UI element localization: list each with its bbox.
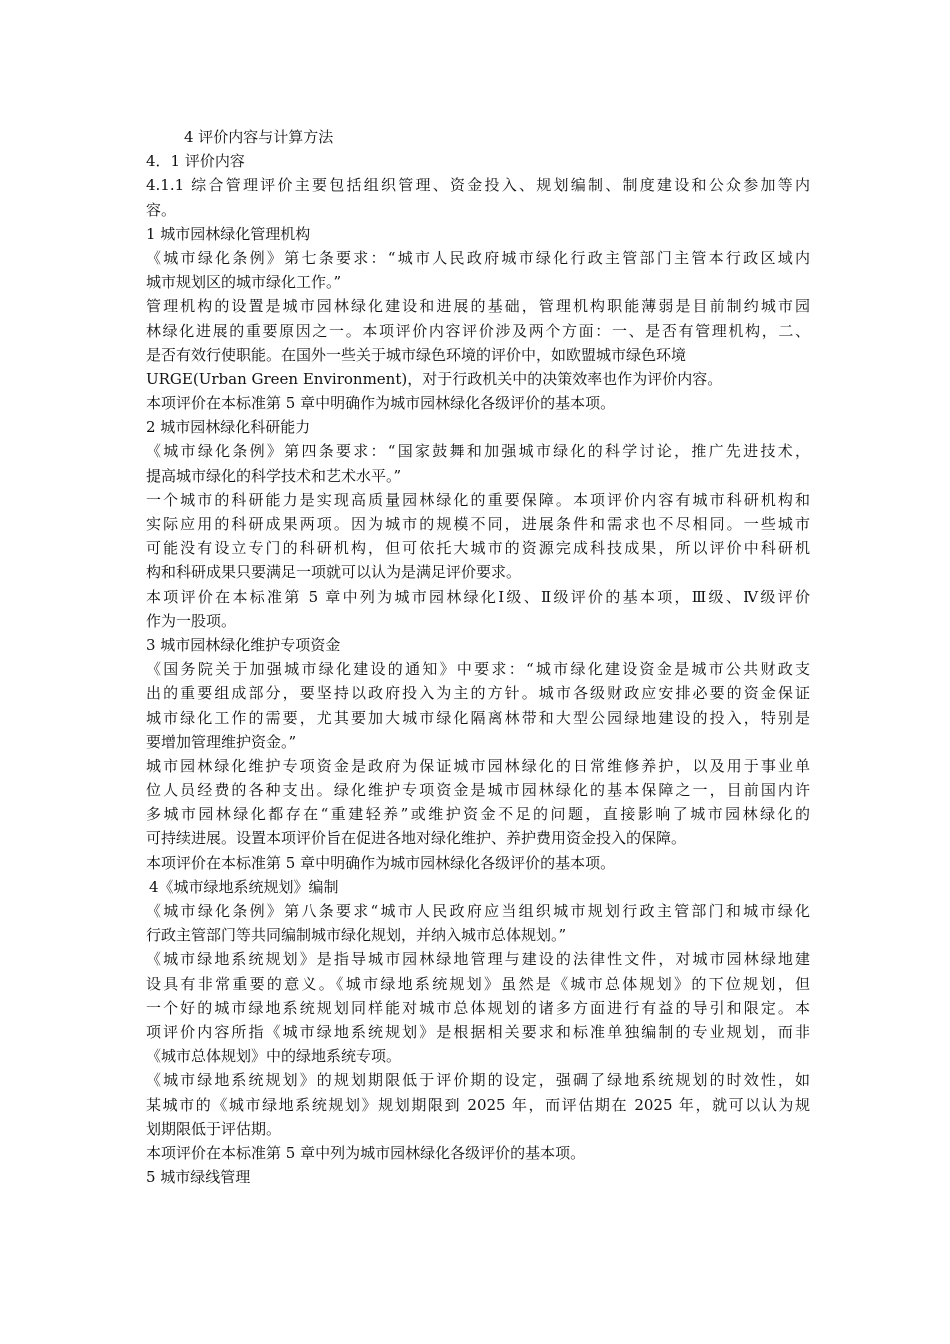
paragraph-line: 是否有效行使职能。在国外一些关于城市绿色环境的评价中，如欧盟城市绿色环境 [146,345,687,364]
paragraph-line: 可持续进展。设置本项评价旨在促进各地对绿化维护、养护费用资金投入的保障。 [146,829,687,848]
paragraph-line: 管理机构的设置是城市园林绿化建设和进展的基础，管理机构职能薄弱是目前制约城市园 [146,297,810,316]
item-heading: 3 城市园林绿化维护专项资金 [146,635,341,654]
document-body [146,125,810,1189]
paragraph-line: 《城市绿化条例》第八条要求“城市人民政府应当组织城市规划行政主管部门和城市绿化 [146,902,810,920]
item-heading: 4《城市绿地系统规划》编制 [149,877,339,896]
paragraph-line: 多城市园林绿化都存在“重建轻养”或维护资金不足的问题，直接影响了城市园林绿化的 [146,805,810,824]
paragraph-line: 行政主管部门等共同编制城市绿化规划，并纳入城市总体规划。” [146,926,567,945]
paragraph-line: 《城市绿地系统规划》的规划期限低于评价期的设定，强碉了绿地系统规划的时效性，如 [146,1071,810,1090]
paragraph-line: 林绿化进展的重要原因之一。本项评价内容评价涉及两个方面：一、是否有管理机构，二、 [146,321,810,340]
paragraph-line: 容。 [146,200,177,219]
paragraph-line: 提高城市绿化的科学技术和艺术水平。” [146,466,402,485]
paragraph-line: 本项评价在本标准第 5 章中列为城市园林绿化各级评价的基本项。 [146,1143,586,1162]
paragraph-line: 一个城市的科研能力是实现高质量园林绿化的重要保障。本项评价内容有城市科研机构和 [146,490,810,509]
paragraph-line: 本项评价在本标准第 5 章中明确作为城市园林绿化各级评价的基本项。 [146,394,616,413]
paragraph-line: 设具有非常重要的意义。《城市绿地系统规划》虽然是《城市总体规划》的下位规划，但 [146,974,810,993]
item-heading: 1 城市园林绿化管理机构 [146,224,311,243]
paragraph-line: 构和科研成果只要满足一项就可以认为是满足评价要求。 [146,563,522,582]
paragraph-line: 城市园林绿化维护专项资金是政府为保证城市园林绿化的日常维修养护，以及用于事业单 [146,756,810,775]
paragraph-line: 城市绿化工作的需要，尤其要加大城市绿化隔离林带和大型公园绿地建设的投入，特别是 [146,708,810,727]
paragraph-line: 《城市总体规划》中的绿地系统专项。 [146,1047,402,1066]
paragraph-line: 要增加管理维护资金。” [146,732,297,751]
paragraph-line: 位人员经费的各种支出。绿化维护专项资金是城市园林绿化的基本保障之一，目前国内许 [146,781,810,800]
paragraph-line: 出的重要组成部分，要坚持以政府投入为主的方针。城市各级财政应安排必要的资金保证 [146,684,810,703]
paragraph-line: 《城市绿地系统规划》是指导城市园林绿地管理与建设的法律性文件，对城市园林绿地建 [146,950,810,969]
paragraph-line: 作为一股项。 [146,611,237,630]
section-heading: 4 评价内容与计算方法 [184,128,334,146]
paragraph-line: 一个好的城市绿地系统规划同样能对城市总体规划的诸多方面进行有益的导引和限定。本 [146,998,810,1017]
item-heading: 2 城市园林绿化科研能力 [146,418,311,437]
paragraph-line: 划期限低于评估期。 [146,1119,282,1138]
paragraph-line: 《国务院关于加强城市绿化建设的通知》中要求：“城市绿化建设资金是城市公共财政支 [146,660,810,679]
subsection-heading: 4．1 评价内容 [146,152,245,171]
paragraph-line: 某城市的《城市绿地系统规划》规划期限到 2025 年，而评估期在 2025 年，就可以认为规 [146,1095,810,1114]
paragraph-line: 《城市绿化条例》第七条要求：“城市人民政府城市绿化行政主管部门主管本行政区域内 [146,248,810,267]
paragraph-line: URGE(Urban Green Environment)，对于行政机关中的决策效率也作为评价内容。 [146,369,723,388]
paragraph-line: 城市规划区的城市绿化工作。” [146,273,342,292]
paragraph-line: 《城市绿化条例》第四条要求：“国家鼓舞和加强城市绿化的科学讨论，推广先进技术， [146,442,810,461]
paragraph-line: 项评价内容所指《城市绿地系统规划》是根据相关要求和标准单独编制的专业规划，而非 [146,1022,810,1041]
paragraph-line: 本项评价在本标准第 5 章中列为城市园林绿化Ⅰ级、Ⅱ级评价的基本项，Ⅲ级、Ⅳ级评价 [146,587,810,606]
paragraph-line: 4.1.1 综合管理评价主要包括组织管理、资金投入、规划编制、制度建设和公众参加等内 [146,176,810,195]
paragraph-line: 实际应用的科研成果两项。因为城市的规模不同，进展条件和需求也不尽相同。一些城市 [146,515,810,533]
item-heading: 5 城市绿线管理 [146,1168,251,1187]
paragraph-line: 本项评价在本标准第 5 章中明确作为城市园林绿化各级评价的基本项。 [146,853,616,872]
paragraph-line: 可能没有设立专门的科研机构，但可依托大城市的资源完成科技成果，所以评价中科研机 [146,539,810,558]
